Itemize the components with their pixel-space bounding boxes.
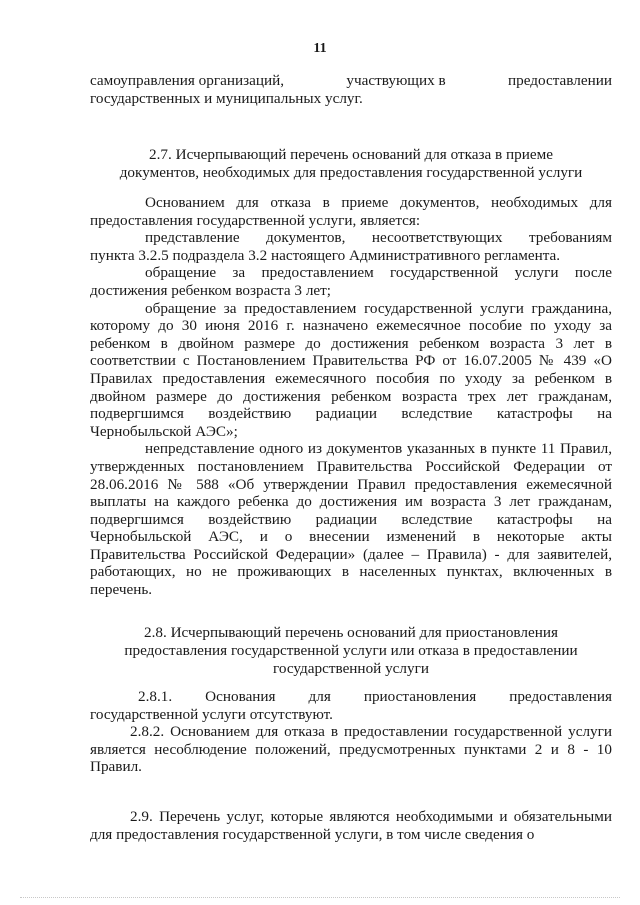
intro-text-c: предоставлении <box>508 72 612 89</box>
section-2-8-body: 2.8.1. Основания для приостановления предоставления государственной услуги отсутствуют. 2.8.2. Основанием для отказа в предоставлении государственной услуги является несоблюдение положений, предусмотренных пунктами 2 и 8 - 10 Правил. <box>90 688 612 776</box>
intro-text-b: участвующих в <box>346 72 446 89</box>
section-2-7-body: Основанием для отказа в приеме документов, необходимых для предоставления государственной услуги, является: представление документов, несоответствующих требованиям пункта 3.2.5 подраздела 3.2 настоящего Административного регламента. обращение за предоставлением государственной услуги после достижения ребенком возраста 3 лет; обращение за предоставлением государственной услуги гражданина, которому до 30 июня 2016 г. назначено ежемесячное пособие по уходу за ребенком в двойном размере до достижения ребенком возраста 3 лет в соответствии с Постановлением Правительства РФ от 16.07.2005 № 439 «О Правилах предоставления ежемесячного пособия по уходу за ребенком в двойном размере до достижения ребенком возраста трех лет гражданам, подвергшимся воздействию радиации вследствие катастрофы на Чернобыльской АЭС»; непредставление одного из документов указанных в пункте 11 Правил, утвержденных постановлением Правительства Российской Федерации от 28.06.2016 № 588 «Об утверждении Правил предоставления ежемесячной выплаты на каждого ребенка до достижения им возраста 3 лет гражданам, подвергшимся воздействию радиации вследствие катастрофы на Чернобыльской АЭС, и о внесении изменений в некоторые акты Правительства Российской Федерации» (далее – Правила) - для заявителей, работающих, но не проживающих в населенных пунктах, включенных в перечень. <box>90 194 612 599</box>
section-2-8-heading: 2.8. Исчерпывающий перечень оснований для приостановления предоставления государственной услуги или отказа в предоставлении государственной услуги <box>124 624 578 677</box>
scan-edge-noise <box>20 897 620 901</box>
intro-paragraph <box>90 72 612 107</box>
intro-line-2: государственных и муниципальных услуг. <box>90 89 363 107</box>
intro-text-a: самоуправления организаций, <box>90 72 285 89</box>
section-2-7-heading: 2.7. Исчерпывающий перечень оснований для отказа в приеме документов, необходимых для предоставления государственной услуги <box>119 146 583 181</box>
page-number: 11 <box>313 41 327 56</box>
section-2-9: 2.9. Перечень услуг, которые являются необходимыми и обязательными для предоставления государственной услуги, в том числе сведения о <box>90 808 612 843</box>
